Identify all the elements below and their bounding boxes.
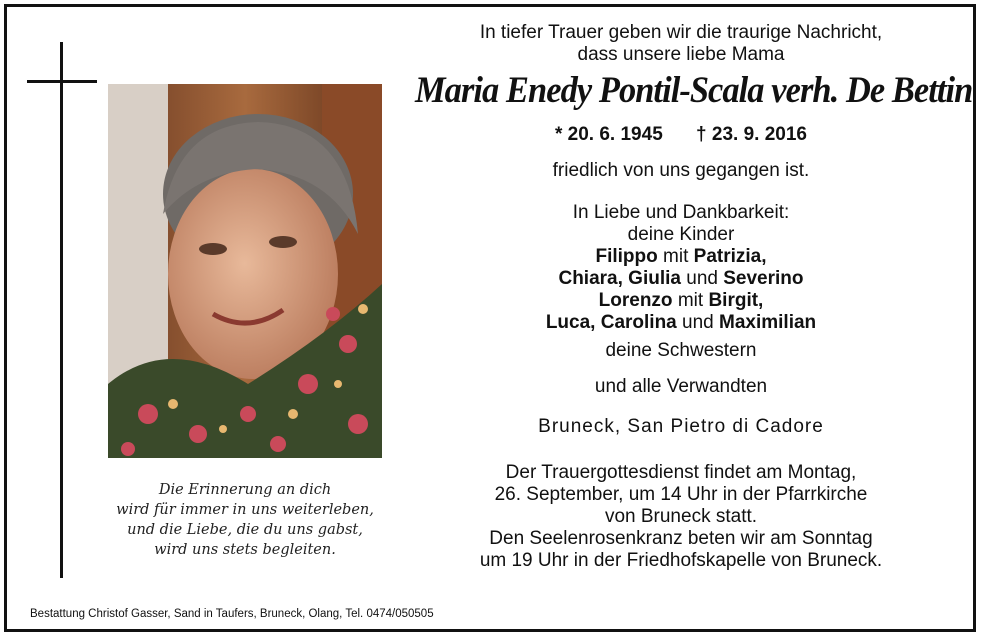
announcement-text bbox=[395, 22, 973, 572]
life-dates bbox=[395, 124, 967, 146]
deceased-name: Maria Enedy Pontil-Scala verh. De Bettin bbox=[415, 70, 973, 111]
service-line: um 19 Uhr in der Friedhofskapelle von Bruneck. bbox=[479, 550, 883, 571]
funeral-home-footer: Bestattung Christof Gasser, Sand in Taufers, Bruneck, Olang, Tel. 0474/050505 bbox=[30, 608, 434, 620]
portrait-photo bbox=[108, 84, 382, 458]
memorial-quote bbox=[100, 480, 390, 560]
cross-icon bbox=[60, 42, 63, 578]
children-row: Chiara, Giulia und Severino bbox=[558, 268, 804, 289]
birth-date: * 20. 6. 1945 bbox=[555, 124, 663, 145]
cross-icon-bar bbox=[27, 80, 97, 83]
children-row: Filippo mit Patrizia, bbox=[595, 246, 767, 267]
quote-line: wird für immer in uns weiterleben, bbox=[116, 502, 374, 518]
service-line: Der Trauergottesdienst findet am Montag, bbox=[505, 462, 857, 483]
thanks-line: deine Kinder bbox=[627, 224, 735, 245]
relatives-line: deine Schwestern bbox=[605, 340, 757, 361]
passed-line: friedlich von uns gegangen ist. bbox=[552, 160, 810, 181]
service-line: Den Seelenrosenkranz beten wir am Sonntag bbox=[489, 528, 873, 549]
relatives-line: und alle Verwandten bbox=[594, 376, 768, 397]
places-line: Bruneck, San Pietro di Cadore bbox=[538, 416, 824, 437]
death-date: † 23. 9. 2016 bbox=[696, 124, 807, 145]
children-row: Luca, Carolina und Maximilian bbox=[545, 312, 817, 333]
intro-line: In tiefer Trauer geben wir die traurige Nachricht, bbox=[479, 22, 883, 43]
thanks-line: In Liebe und Dankbarkeit: bbox=[572, 202, 790, 223]
quote-line: wird uns stets begleiten. bbox=[154, 542, 336, 558]
intro-line: dass unsere liebe Mama bbox=[577, 44, 785, 65]
children-row: Lorenzo mit Birgit, bbox=[598, 290, 764, 311]
quote-line: und die Liebe, die du uns gabst, bbox=[127, 522, 363, 538]
service-line: 26. September, um 14 Uhr in der Pfarrkirche bbox=[494, 484, 868, 505]
service-line: von Bruneck statt. bbox=[604, 506, 758, 527]
quote-line: Die Erinnerung an dich bbox=[158, 482, 332, 498]
